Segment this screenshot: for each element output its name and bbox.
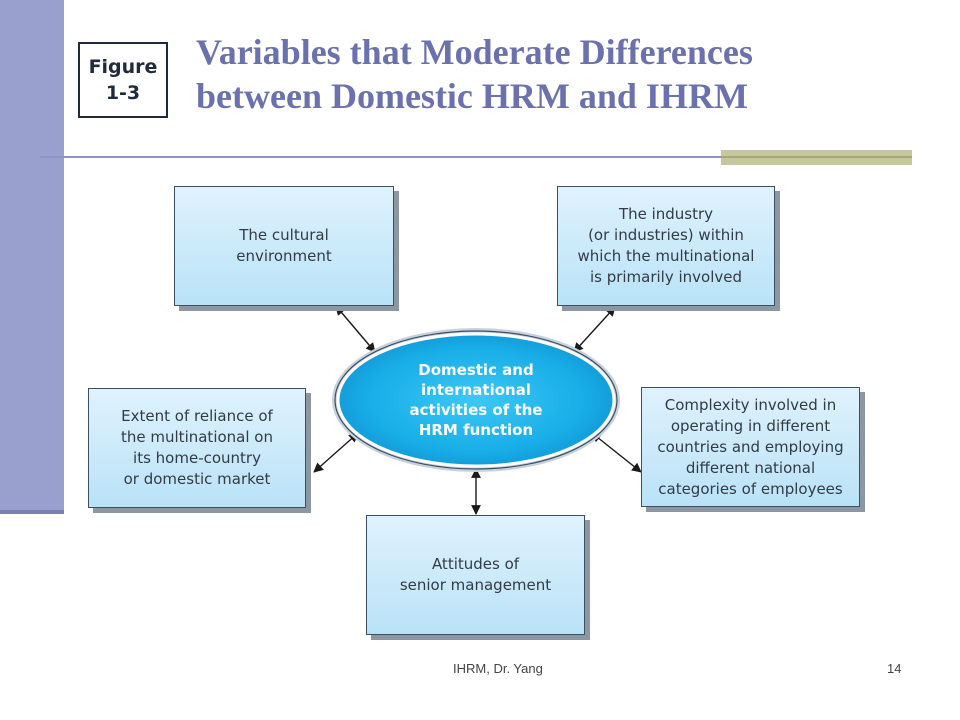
box-home-country-reliance: Extent of reliance of the multinational on its home-country or domestic market	[88, 388, 306, 508]
footer-page-number: 14	[887, 661, 902, 676]
center-node-label: Domestic and international activities of the HRM function	[409, 361, 543, 439]
box-industry: The industry (or industries) within which the multinational is primarily involved	[557, 186, 775, 306]
box-complexity: Complexity involved in operating in different countries and employing different national categories of employees	[641, 387, 860, 507]
figure-label: Figure 1-3	[78, 42, 168, 118]
box-senior-management-attitudes: Attitudes of senior management	[366, 515, 585, 635]
connector-complexity	[592, 433, 641, 472]
connector-cultural	[336, 306, 375, 352]
box-cultural-environment: The cultural environment	[174, 186, 394, 306]
connector-reliance	[314, 433, 358, 472]
connector-industry	[574, 307, 615, 352]
footer-author: IHRM, Dr. Yang	[453, 661, 543, 676]
slide-title: Variables that Moderate Differences between Domestic HRM and IHRM	[196, 32, 753, 116]
